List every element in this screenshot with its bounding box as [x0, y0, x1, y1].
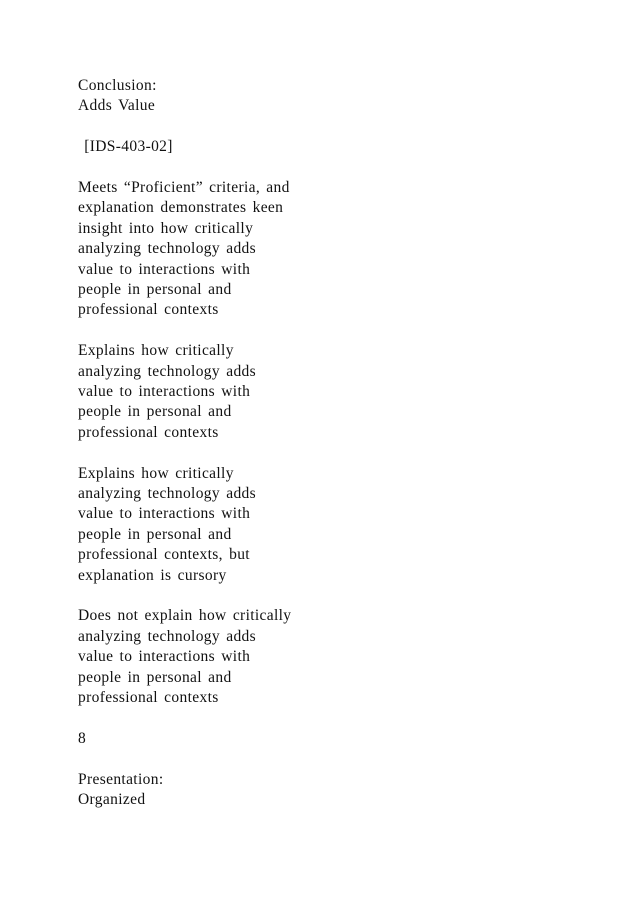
text-line: value to interactions with: [78, 505, 251, 523]
text-line: insight into how critically: [78, 219, 254, 237]
text-line: value to interactions with: [78, 648, 251, 666]
text-line: value to interactions with: [78, 260, 251, 278]
text-line: people in personal and: [78, 668, 232, 686]
text-line: professional contexts: [78, 423, 219, 441]
document-text: [78, 76, 378, 831]
text-line: professional contexts, but: [78, 546, 250, 564]
criterion-code-line: [IDS-403-02]: [78, 138, 173, 156]
criterion-title-line: Organized: [78, 791, 146, 809]
text-line: Does not explain how critically: [78, 607, 292, 625]
proficient-description: [78, 341, 378, 443]
criterion-title-line: Conclusion:: [78, 77, 157, 94]
criterion-value: [78, 729, 378, 749]
text-line: explanation is cursory: [78, 566, 227, 584]
text-line: people in personal and: [78, 403, 232, 421]
text-line: people in personal and: [78, 281, 232, 299]
criterion-title-line: Adds Value: [78, 97, 156, 115]
exemplary-description: [78, 178, 378, 321]
text-line: analyzing technology adds: [78, 362, 257, 380]
text-line: value to interactions with: [78, 383, 251, 401]
not-evident-description: [78, 606, 378, 708]
text-line: analyzing technology adds: [78, 485, 257, 503]
text-line: people in personal and: [78, 525, 232, 543]
text-line: Meets “Proficient” criteria, and: [78, 179, 290, 196]
text-line: analyzing technology adds: [78, 240, 257, 258]
text-line: Explains how critically: [78, 342, 234, 360]
needs-improvement-description: [78, 464, 378, 586]
criterion-heading: [78, 76, 378, 117]
text-line: explanation demonstrates keen: [78, 199, 284, 217]
next-criterion-heading: [78, 770, 378, 811]
value-line: 8: [78, 729, 87, 747]
criterion-code: [78, 137, 378, 157]
text-line: professional contexts: [78, 301, 219, 319]
text-line: analyzing technology adds: [78, 627, 257, 645]
text-line: professional contexts: [78, 689, 219, 707]
text-line: Explains how critically: [78, 464, 234, 482]
criterion-title-line: Presentation:: [78, 770, 164, 788]
